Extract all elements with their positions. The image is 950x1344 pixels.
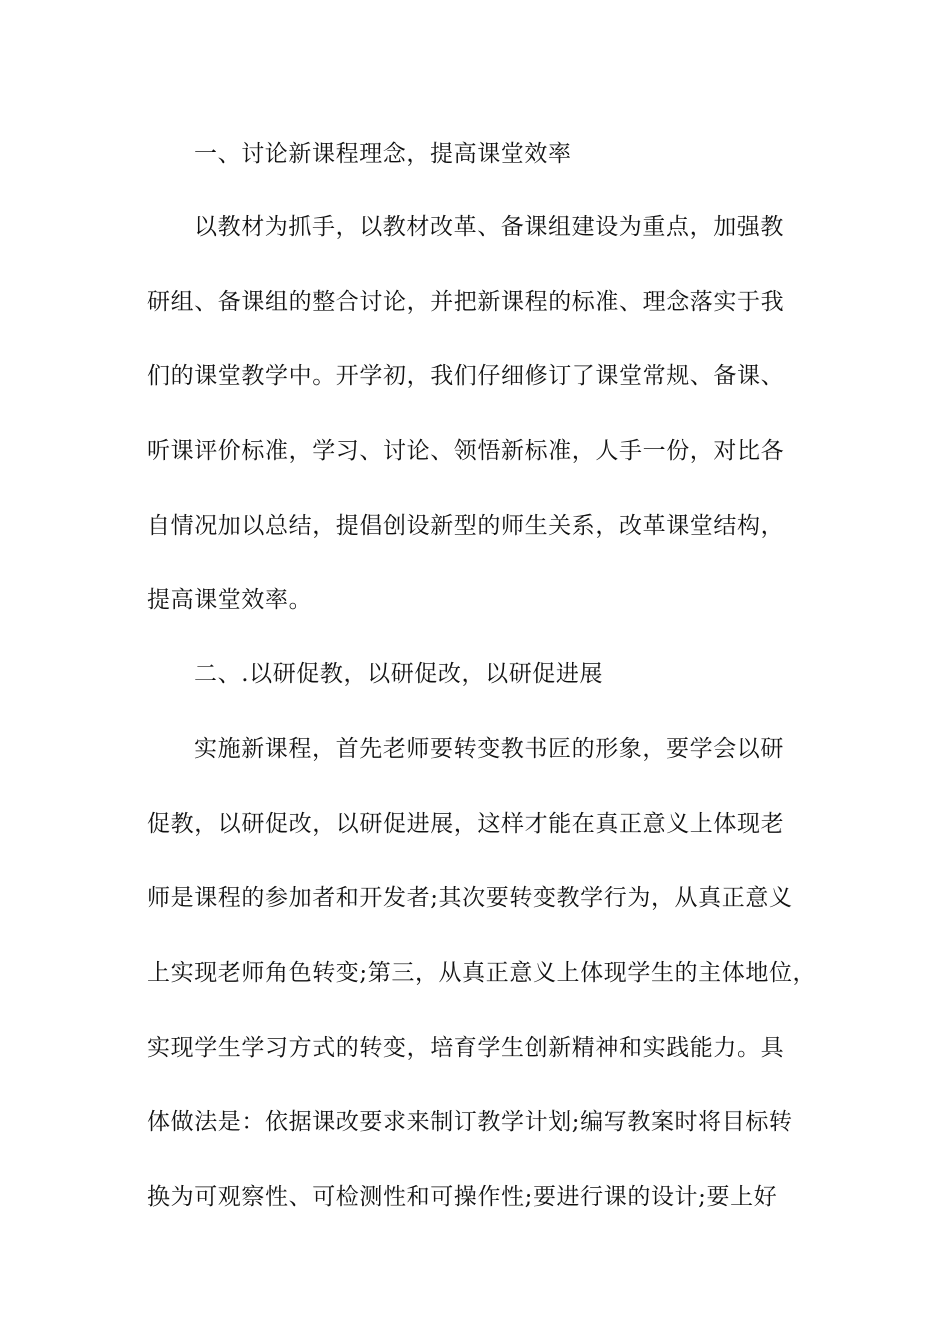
section-heading-1: 一、讨论新课程理念，提高课堂效率 <box>194 141 572 167</box>
paragraph-line: 实施新课程，首先老师要转变教书匠的形象，要学会以研 <box>194 736 784 762</box>
paragraph-line: 上实现老师角色转变;第三，从真正意义上体现学生的主体地位， <box>147 960 817 986</box>
section-heading-2: 二、.以研促教，以研促改，以研促进展 <box>194 661 604 687</box>
paragraph-line: 以教材为抓手，以教材改革、备课组建设为重点，加强教 <box>194 214 784 240</box>
paragraph-line: 换为可观察性、可检测性和可操作性;要进行课的设计;要上好 <box>147 1184 778 1210</box>
paragraph-line: 研组、备课组的整合讨论，并把新课程的标准、理念落实于我 <box>147 289 785 315</box>
paragraph-line: 实现学生学习方式的转变，培育学生创新精神和实践能力。具 <box>147 1035 785 1061</box>
paragraph-line: 自情况加以总结，提倡创设新型的师生关系，改革课堂结构， <box>147 513 785 539</box>
paragraph-line: 体做法是：依据课改要求来制订教学计划;编写教案时将目标转 <box>147 1109 793 1135</box>
paragraph-line: 师是课程的参加者和开发者;其次要转变教学行为，从真正意义 <box>147 885 793 911</box>
paragraph-line: 们的课堂教学中。开学初，我们仔细修订了课堂常规、备课、 <box>147 363 785 389</box>
paragraph-line: 促教，以研促改，以研促进展，这样才能在真正意义上体现老 <box>147 811 785 837</box>
paragraph-line: 提高课堂效率。 <box>147 587 313 613</box>
paragraph-line: 听课评价标准，学习、讨论、领悟新标准，人手一份，对比各 <box>147 438 785 464</box>
